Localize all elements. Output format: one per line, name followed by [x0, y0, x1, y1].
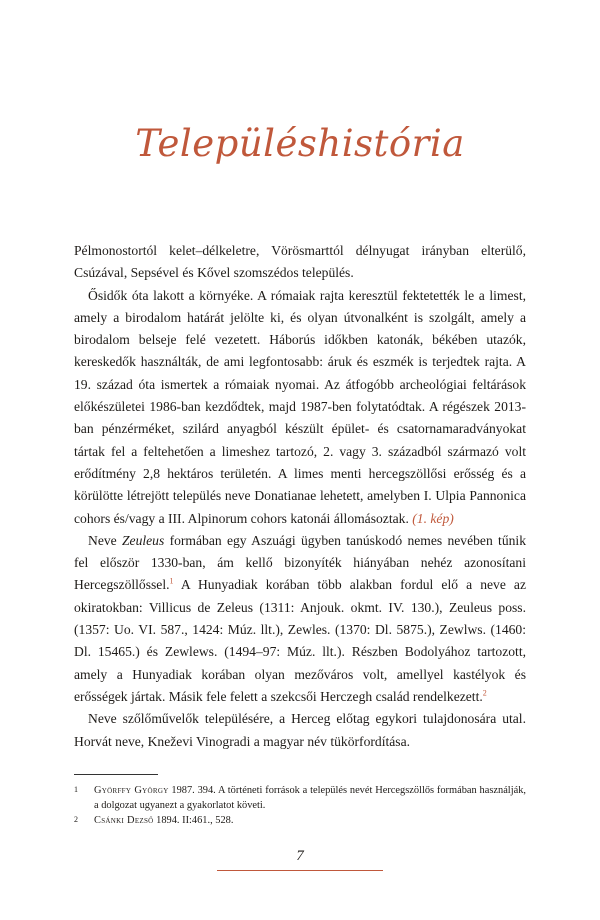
footnote-marker-2[interactable]: 2 — [482, 688, 487, 698]
page-number-rule — [217, 870, 383, 871]
footnote-divider — [74, 774, 158, 775]
paragraph-3-emphasis: Zeuleus — [121, 532, 165, 548]
paragraph-2 — [74, 285, 526, 530]
chapter-title: Településhistória — [135, 122, 465, 165]
footnote-author: Csánki Dezső — [94, 815, 154, 826]
paragraph-3-text-a: Neve — [88, 532, 122, 548]
footnote-text: 1987. 394. A történeti források a település nevét Hercegszöllős formában használják, a dolgozat ugyanezt a gyakorlatot követi. — [94, 785, 526, 811]
paragraph-3-text-b: formában egy Aszuági ügyben tanúskodó nemes nevében tűnik fel először 1330-ban, ám kellő bizonyíték hiányában nehéz azonosítani Hercegszöllőssel. — [74, 532, 526, 593]
footnote-marker-1[interactable]: 1 — [169, 576, 174, 586]
figure-reference[interactable]: (1. kép) — [412, 510, 454, 526]
footnotes — [74, 783, 526, 828]
page-number: 7 — [296, 848, 304, 864]
paragraph-3-text-c: A Hunyadiak korában több alakban fordul elő a neve az okiratokban: Villicus de Zeleus (1311: Anjouk. okmt. IV. 130.), Zeuleus poss. (1357: Uo. VI. 587., 1424: Múz. llt.), Zewles. (1370: Dl. 5875.), Zewlws. (1460: Dl. 15465.) és Zewlews. (1494–97: Múz. llt.). Részben Bodolyához tartozott, amely a Hunyadiak korában olyan mezőváros volt, amellyel kastélyok és erősségek jártak. Másik fele felett a szekcsői Herczegh család rendelkezett. — [74, 577, 526, 704]
footnote-text: 1894. II:461., 528. — [153, 815, 234, 826]
footnote-1 — [74, 783, 526, 813]
paragraph-4: Neve szőlőművelők településére, a Herceg előtag egykori tulajdonosára utal. Horvát neve, Kneževi Vinogradi a magyar név tükörfordítása. — [74, 711, 526, 749]
paragraph-1: Pélmonostortól kelet–délkeletre, Vörösmarttól délnyugat irányban elterülő, Csúzával, Sepsével és Kővel szomszédos település. — [74, 243, 526, 281]
body-text — [74, 240, 526, 753]
footnote-2 — [74, 813, 526, 828]
footnote-number: 1 — [74, 785, 78, 794]
paragraph-3 — [74, 530, 526, 708]
footnote-number: 2 — [74, 815, 78, 824]
paragraph-2-text: Ősidők óta lakott a környéke. A rómaiak rajta keresztül fektetették le a limest, amely a birodalom határát jelölte ki, és olyan útvonalként is szolgált, amely a birodalom belseje felé vezetett. Háborús időkben katonák, békében utazók, kereskedők használták, de ami legfontosabb: áruk és eszmék is terjedtek rajta. A 19. század óta ismertek a rómaiak nyomai. Az átfogóbb archeológiai feltárások előkészületei 1986-ban kezdődtek, majd 1987-ben folytatódtak. A régészek 2013-ban pénzérméket, szilárd anyagból készült épület- és csatornamaradványokat tártak fel a feltehetően a limeshez tartozó, 2. vagy 3. századból származó volt erődítmény 2,8 hektáros területén. A limes menti hercegszöllősi erősség és a körülötte létrejött település neve Donatianae lehetett, amelyben I. Ulpia Pannonica cohors és/vagy a III. Alpinorum cohors katonái állomásoztak. — [74, 287, 526, 526]
footnote-author: Györffy György — [94, 785, 169, 796]
